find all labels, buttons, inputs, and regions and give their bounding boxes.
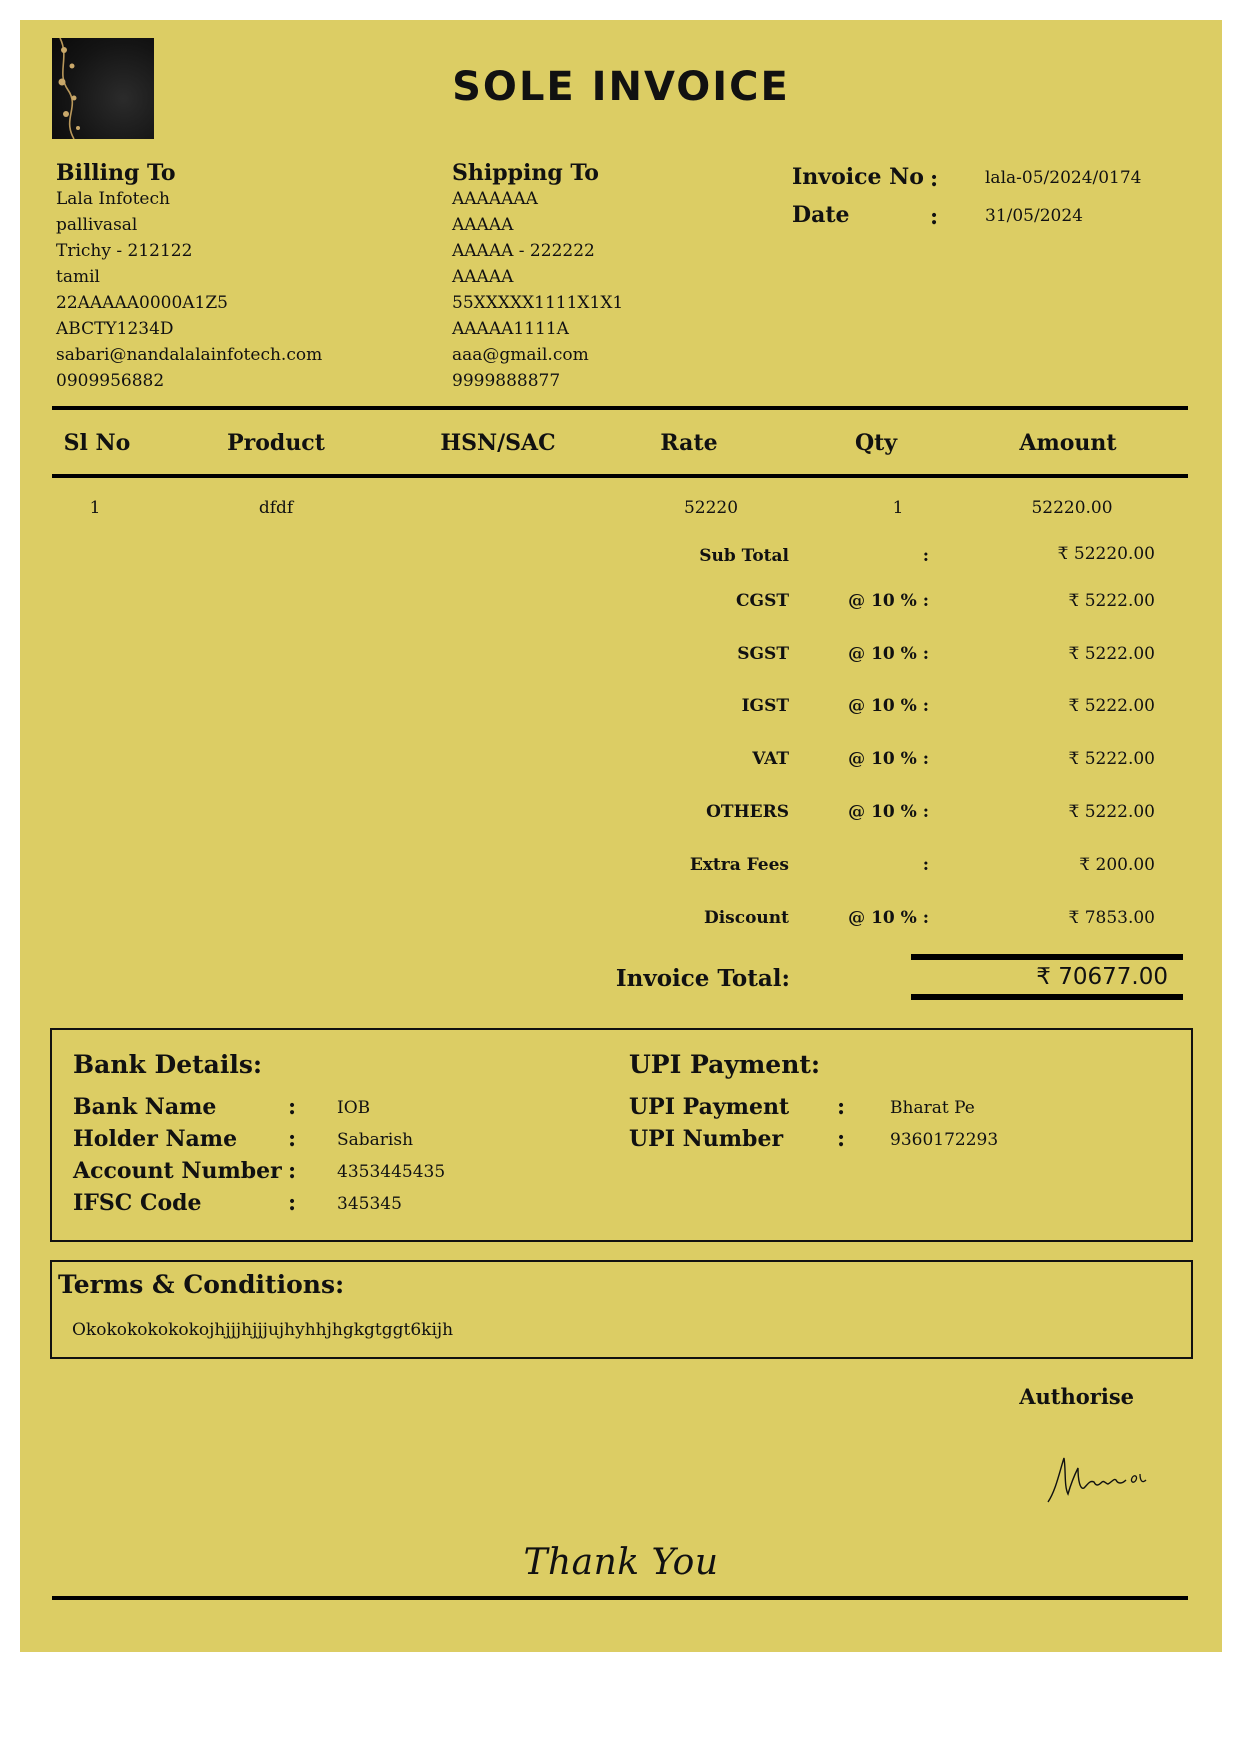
invoice-no-colon: : (930, 166, 939, 192)
sgst-rate: @ 10 % : (848, 644, 929, 664)
shipping-phone: 9999888877 (452, 371, 561, 391)
ifsc-code-label: IFSC Code (73, 1190, 202, 1216)
shipping-address (452, 160, 623, 394)
payment-details-box (50, 1028, 1193, 1242)
ifsc-code-value: 345345 (337, 1194, 402, 1214)
subtotal-label: Sub Total (699, 546, 789, 566)
shipping-email: aaa@gmail.com (452, 345, 589, 365)
cgst-value: ₹ 5222.00 (1068, 591, 1155, 611)
date-colon: : (930, 204, 939, 230)
upi-payment-value: Bharat Pe (890, 1098, 975, 1118)
grand-total-bottom-bar (911, 994, 1183, 1000)
billing-line: ABCTY1234D (56, 319, 174, 339)
cell-amount: 52220.00 (1031, 498, 1113, 518)
upi-number-colon: : (837, 1126, 846, 1152)
terms-box (50, 1260, 1193, 1359)
shipping-line: 55XXXXX1111X1X1 (452, 293, 624, 313)
column-header-hsn-sac: HSN/SAC (440, 430, 556, 456)
ifsc-code-colon: : (288, 1190, 297, 1216)
holder-name-label: Holder Name (73, 1126, 238, 1152)
billing-line: Lala Infotech (56, 189, 170, 209)
extra-fees-rate: : (922, 855, 929, 875)
bank-name-label: Bank Name (73, 1094, 217, 1120)
invoice-title: SOLE INVOICE (452, 64, 790, 110)
upi-payment-heading: UPI Payment: (629, 1050, 821, 1079)
billing-line: tamil (56, 267, 100, 287)
vat-value: ₹ 5222.00 (1068, 749, 1155, 769)
billing-heading: Billing To (56, 160, 176, 186)
invoice-number: lala-05/2024/0174 (985, 168, 1142, 188)
holder-name-value: Sabarish (337, 1130, 414, 1150)
cgst-rate: @ 10 % : (848, 591, 929, 611)
billing-line: 22AAAAA0000A1Z5 (56, 293, 229, 313)
column-header-sl-no: Sl No (63, 430, 131, 456)
bank-name-value: IOB (337, 1098, 371, 1118)
authorise-label: Authorise (1019, 1384, 1134, 1409)
discount-label: Discount (703, 908, 789, 928)
upi-payment-colon: : (837, 1094, 846, 1120)
holder-name-colon: : (288, 1126, 297, 1152)
cgst-label: CGST (736, 591, 789, 611)
upi-number-value: 9360172293 (890, 1130, 999, 1150)
cell-product: dfdf (258, 498, 294, 518)
billing-email: sabari@nandalalainfotech.com (56, 345, 323, 365)
subtotal-value: ₹ 52220.00 (1057, 544, 1155, 564)
others-rate: @ 10 % : (848, 802, 929, 822)
terms-heading: Terms & Conditions: (58, 1270, 345, 1299)
account-number-colon: : (288, 1158, 297, 1184)
shipping-line: AAAAA1111A (452, 319, 569, 339)
signature-image (1042, 1450, 1152, 1510)
table-header-rule (52, 474, 1188, 478)
subtotal-rate: : (922, 546, 929, 566)
sgst-label: SGST (737, 644, 789, 664)
vat-label: VAT (752, 749, 789, 769)
shipping-line: AAAAA - 222222 (452, 241, 595, 261)
shipping-line: AAAAA (452, 215, 514, 235)
invoice-date: 31/05/2024 (985, 206, 1083, 226)
others-value: ₹ 5222.00 (1068, 802, 1155, 822)
terms-text: Okokokokokokojhjjjhjjjujhyhhjhgkgtggt6kijh (72, 1320, 454, 1340)
vat-rate: @ 10 % : (848, 749, 929, 769)
upi-number-label: UPI Number (629, 1126, 784, 1152)
extra-fees-label: Extra Fees (689, 855, 789, 875)
grand-total-top-bar (911, 954, 1183, 960)
invoice-total-label: Invoice Total: (615, 965, 790, 992)
bank-details-heading: Bank Details: (73, 1050, 263, 1079)
cell-rate: 52220 (683, 498, 739, 518)
invoice-no-label: Invoice No (792, 164, 924, 190)
column-header-amount: Amount (1019, 430, 1117, 456)
shipping-line: AAAAAAA (452, 189, 538, 209)
bank-name-colon: : (288, 1094, 297, 1120)
cell-qty: 1 (892, 498, 904, 518)
sgst-value: ₹ 5222.00 (1068, 644, 1155, 664)
account-number-value: 4353445435 (337, 1162, 446, 1182)
cell-sl-no: 1 (89, 498, 101, 518)
shipping-line: AAAAA (452, 267, 514, 287)
footer-rule (52, 1596, 1188, 1600)
discount-rate: @ 10 % : (848, 908, 929, 928)
others-label: OTHERS (706, 802, 789, 822)
upi-payment-label: UPI Payment (629, 1094, 790, 1120)
igst-rate: @ 10 % : (848, 696, 929, 716)
billing-line: pallivasal (56, 215, 138, 235)
invoice-sheet (20, 20, 1222, 1652)
billing-address (56, 160, 322, 394)
column-header-product: Product (227, 430, 325, 456)
invoice-total-value: ₹ 70677.00 (1036, 964, 1168, 990)
billing-phone: 0909956882 (56, 371, 165, 391)
igst-value: ₹ 5222.00 (1068, 696, 1155, 716)
thank-you-text: Thank You (523, 1542, 719, 1583)
igst-label: IGST (741, 696, 789, 716)
column-header-rate: Rate (660, 430, 718, 456)
date-label: Date (792, 202, 850, 228)
discount-value: ₹ 7853.00 (1068, 908, 1155, 928)
extra-fees-value: ₹ 200.00 (1079, 855, 1155, 875)
account-number-label: Account Number (73, 1158, 282, 1184)
column-header-qty: Qty (854, 430, 898, 456)
table-top-rule (52, 406, 1188, 410)
billing-line: Trichy - 212122 (56, 241, 193, 261)
shipping-heading: Shipping To (452, 160, 599, 186)
